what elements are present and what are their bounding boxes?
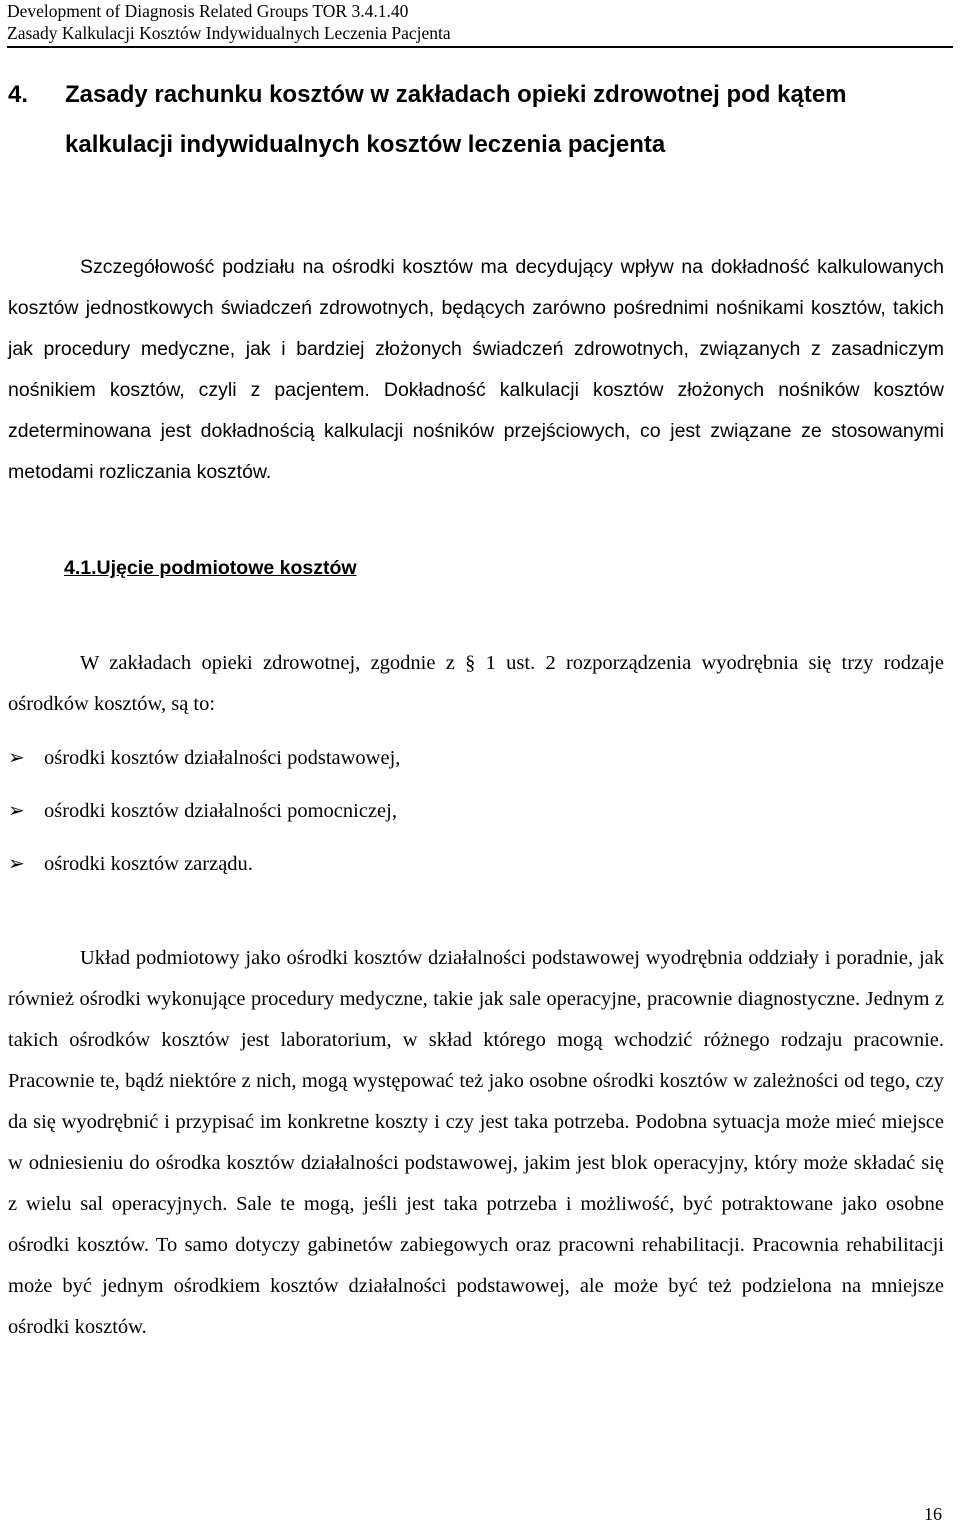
list-item-text: ośrodki kosztów zarządu.	[44, 853, 253, 875]
list-item	[8, 738, 944, 791]
paragraph-subject-layout: Układ podmiotowy jako ośrodki kosztów działalności podstawowej wyodrębnia oddziały i poradnie, jak również ośrodki wykonujące procedury medyczne, takie jak sale operacyjne, pracownie diagnostyczne. Jednym z takich ośrodków kosztów jest laboratorium, w skład którego mogą wchodzić różnego rodzaju pracownie. Pracownie te, bądź niektóre z nich, mogą występować też jako osobne ośrodki kosztów w zależności od tego, czy da się wyodrębnić i przypisać im konkretne koszty i czy jest taka potrzeba. Podobna sytuacja może mieć miejsce w odniesieniu do ośrodka kosztów działalności podstawowej, jakim jest blok operacyjny, który może składać się z wielu sal operacyjnych. Sale te mogą, jeśli jest taka potrzeba i możliwość, być potraktowane jako osobne ośrodki kosztów. To samo dotyczy gabinetów zabiegowych oraz pracowni rehabilitacji. Pracownia rehabilitacji może być jednym ośrodkiem kosztów działalności podstawowej, ale może być też podzielona na mniejsze ośrodki kosztów.	[8, 947, 944, 1338]
arrow-bullet-icon: ➢	[8, 747, 25, 769]
list-item-text: ośrodki kosztów działalności pomocniczej,	[44, 800, 397, 822]
paragraph-intro: Szczegółowość podziału na ośrodki kosztów ma decydujący wpływ na dokładność kalkulowanych kosztów jednostkowych świadczeń zdrowotnych, będących zarówno pośrednimi nośnikami kosztów, takich jak procedury medyczne, jak i bardziej złożonych świadczeń zdrowotnych, związanych z zasadniczym nośnikiem kosztów, czyli z pacjentem. Dokładność kalkulacji kosztów złożonych nośników kosztów zdeterminowana jest dokładnością kalkulacji nośników przejściowych, co jest związane ze stosowanymi metodami rozliczania kosztów.	[8, 256, 944, 483]
paragraph-cost-centers-intro: W zakładach opieki zdrowotnej, zgodnie z § 1 ust. 2 rozporządzenia wyodrębnia się trzy rodzaje ośrodków kosztów, są to:	[8, 652, 944, 715]
section-title: Zasady rachunku kosztów w zakładach opieki zdrowotnej pod kątem kalkulacji indywidualnych kosztów leczenia pacjenta	[65, 81, 847, 158]
header-document-title: Zasady Kalkulacji Kosztów Indywidualnych Leczenia Pacjenta	[7, 23, 451, 43]
running-header	[7, 0, 953, 44]
section-number: 4.	[8, 81, 29, 108]
subsection-title: Ujęcie podmiotowe kosztów	[96, 557, 357, 579]
arrow-bullet-icon: ➢	[8, 853, 25, 875]
subsection-number: 4.1.	[64, 557, 97, 579]
header-divider	[7, 46, 953, 48]
header-project-title: Development of Diagnosis Related Groups TOR 3.4.1.40	[7, 1, 409, 21]
list-item-text: ośrodki kosztów działalności podstawowej,	[44, 747, 401, 769]
list-item	[8, 791, 944, 844]
subsection-heading	[64, 550, 357, 586]
page-number: 16	[924, 1504, 942, 1524]
list-item	[8, 844, 944, 897]
arrow-bullet-icon: ➢	[8, 800, 25, 822]
cost-center-list	[8, 738, 944, 897]
